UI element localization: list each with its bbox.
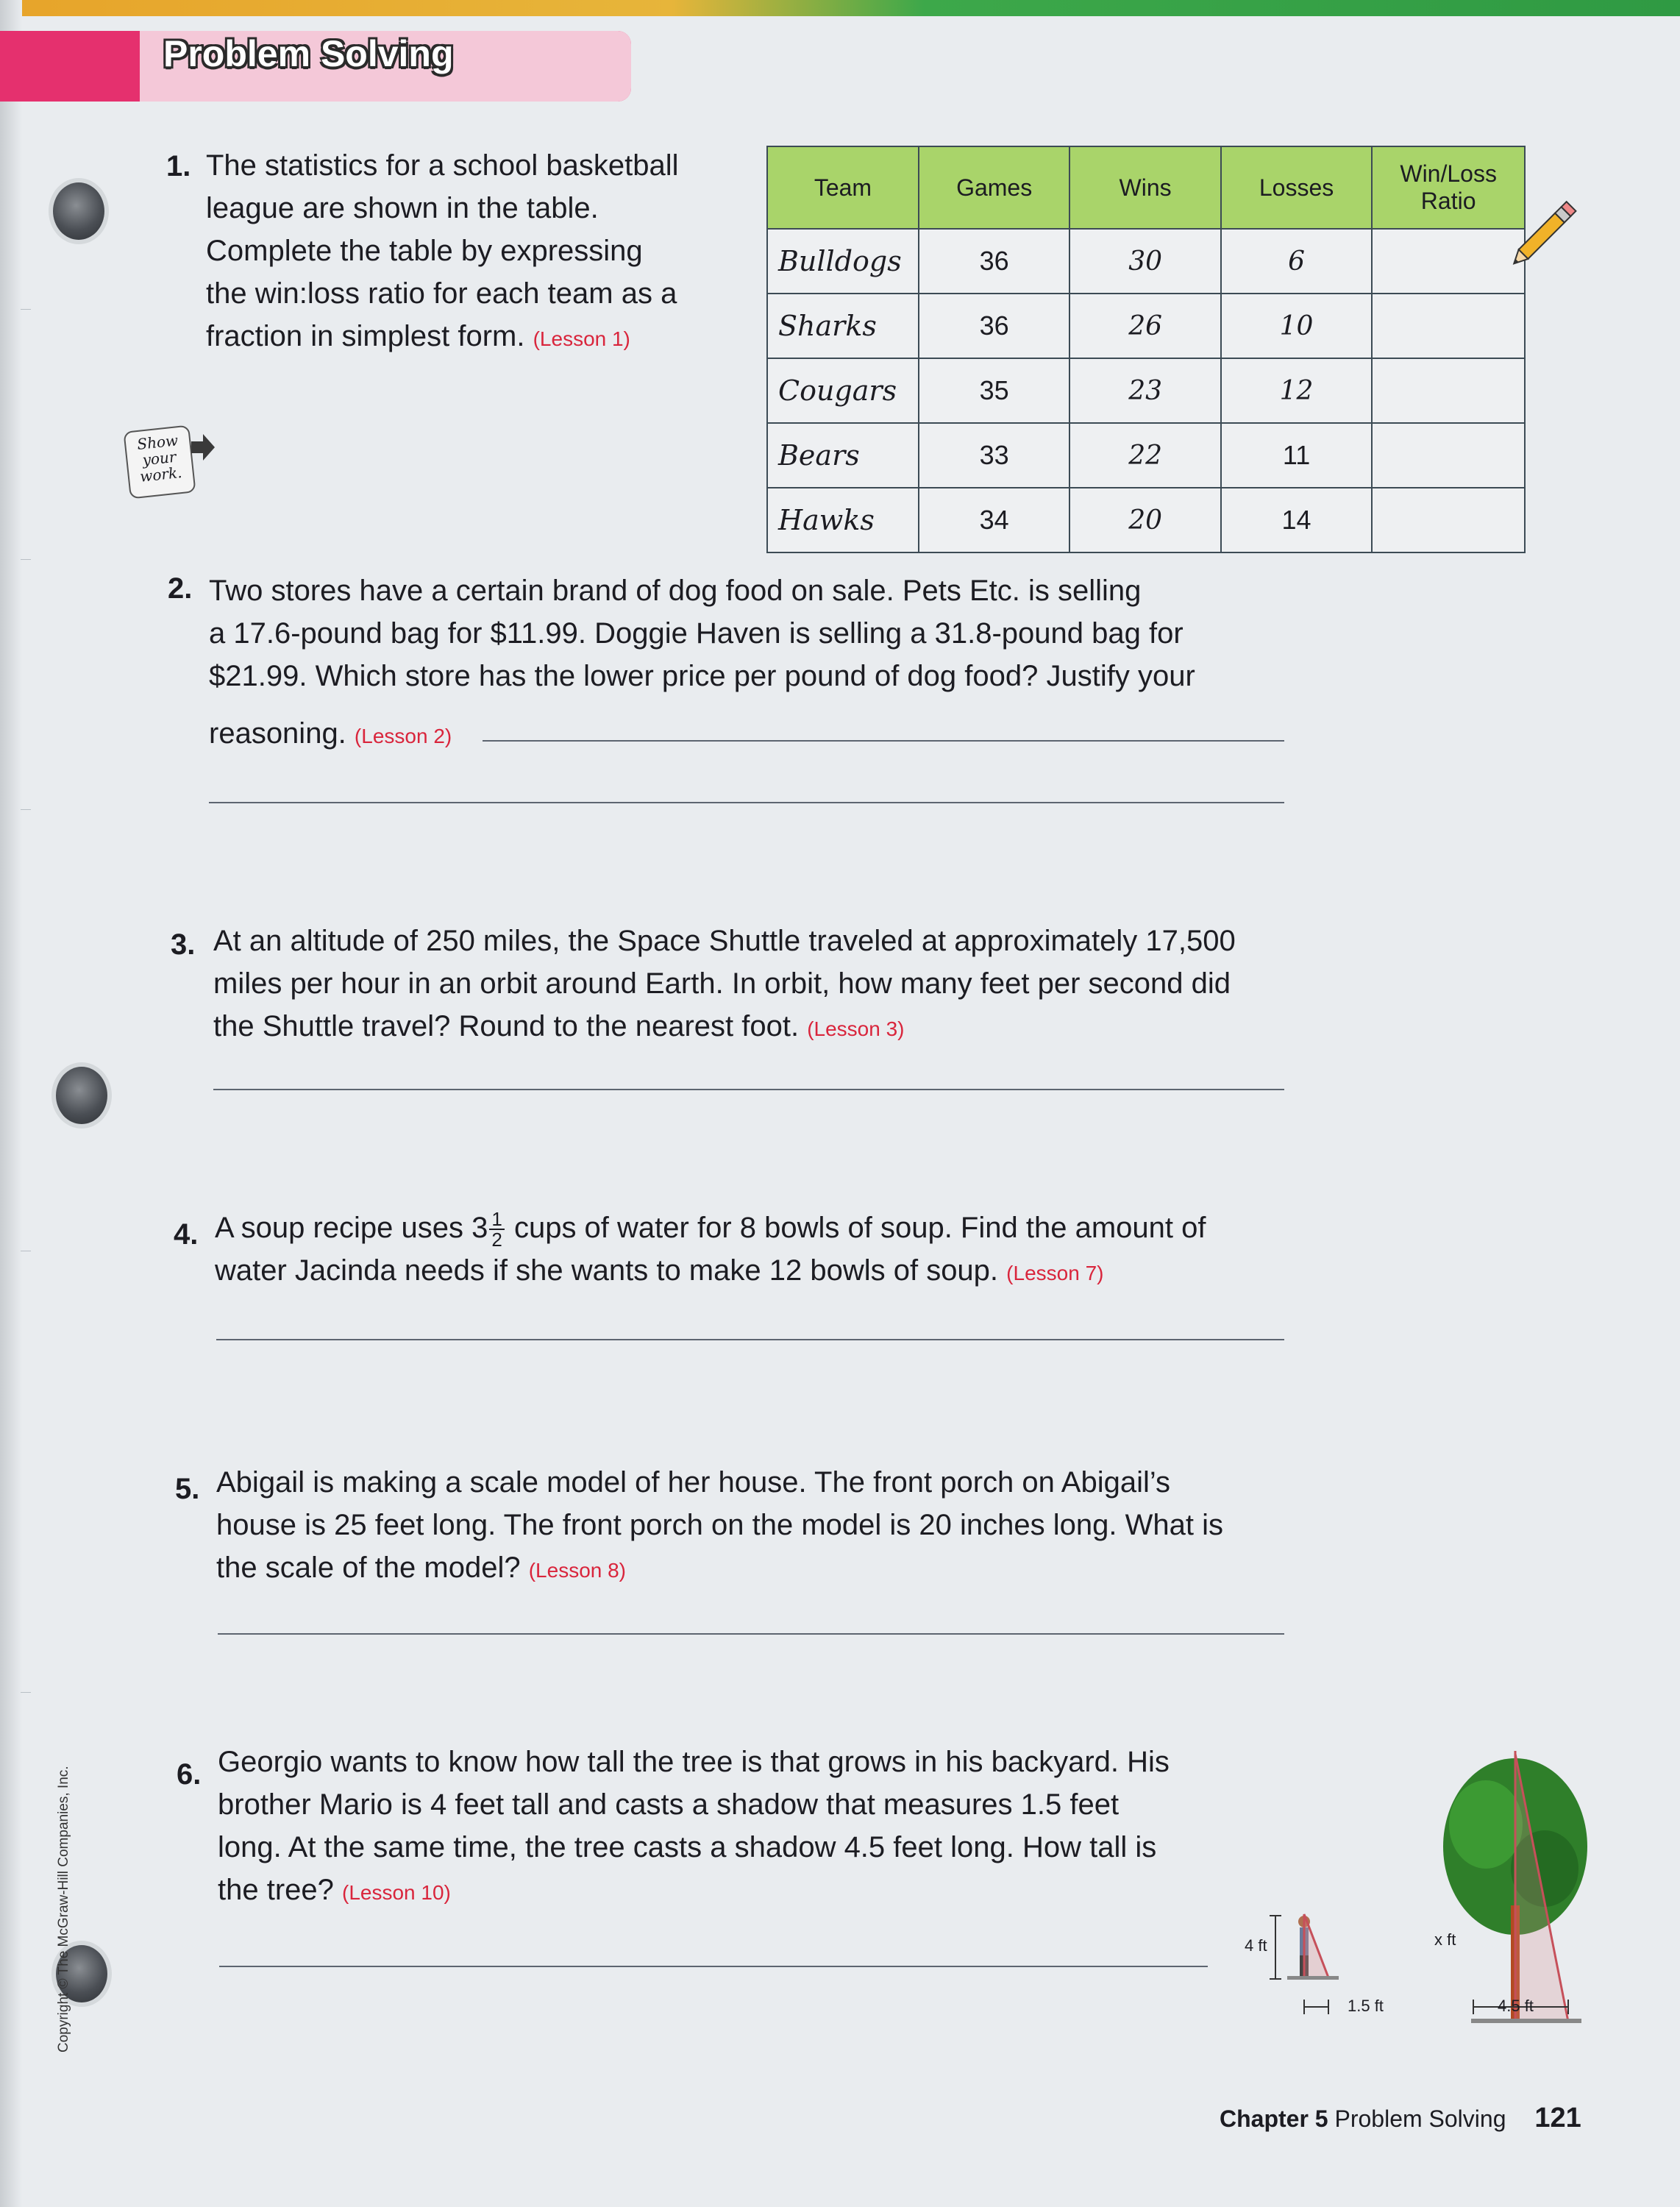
question-3-line: miles per hour in an orbit around Earth. In orbit, how many feet per second did [213,967,1231,1000]
ratio-cell[interactable] [1372,358,1525,423]
question-3-line: At an altitude of 250 miles, the Space Shuttle traveled at approximately 17,500 [213,925,1236,957]
question-1-lesson: (Lesson 1) [533,327,630,350]
tree-foliage-highlight [1449,1780,1523,1869]
question-4-line-text: cups of water for 8 bowls of soup. Find the amount of [513,1212,1206,1244]
question-5-line [216,1546,1223,1592]
table-row [767,229,1525,294]
question-1-line: The statistics for a school basketball [206,149,679,182]
ratio-cell[interactable] [1372,294,1525,358]
question-1-line [206,315,679,360]
wins-cell: 23 [1069,358,1220,423]
question-2-line-text: reasoning. [209,717,346,750]
section-title: Problem Solving [163,33,454,74]
games-cell: 35 [919,358,1070,423]
question-4-line [215,1206,1206,1249]
wins-cell: 22 [1069,423,1220,488]
answer-line-q6[interactable] [219,1966,1208,1967]
header-games: Games [919,146,1070,229]
games-cell: 34 [919,488,1070,552]
person-leg [1300,1955,1303,1977]
question-5-lesson: (Lesson 8) [528,1559,627,1582]
margin-tick [21,1692,31,1693]
games-cell: 36 [919,229,1070,294]
footer-chapter: Chapter 5 [1220,2105,1328,2132]
margin-tick [21,309,31,310]
question-3-number: 3. [171,928,196,961]
margin-tick [21,559,31,560]
losses-cell: 12 [1221,358,1373,423]
tree-ground [1471,2019,1581,2023]
team-cell: Hawks [767,488,919,552]
page-footer [1220,2103,1581,2134]
wins-cell: 20 [1069,488,1220,552]
question-5-line: house is 25 feet long. The front porch on the model is 20 inches long. What is [216,1509,1223,1541]
page-binding-shadow [0,0,22,2207]
team-cell: Bulldogs [767,229,919,294]
top-color-strip [0,0,1680,16]
question-2-line: Two stores have a certain brand of dog food on sale. Pets Etc. is selling [209,575,1142,607]
header-team: Team [767,146,919,229]
question-6-lesson: (Lesson 10) [342,1881,451,1904]
question-1-line: league are shown in the table. [206,192,599,224]
footer-title: Problem Solving [1334,2105,1506,2132]
question-4-line [215,1249,1206,1295]
question-1-line-text: fraction in simplest form. [206,320,525,352]
fraction-numerator: 1 [489,1209,504,1230]
ratio-cell[interactable] [1372,488,1525,552]
question-2-line: a 17.6-pound bag for $11.99. Doggie Haven is selling a 31.8-pound bag for [209,617,1184,650]
question-1-line: Complete the table by expressing [206,235,643,267]
team-cell: Sharks [767,294,919,358]
question-2-line: $21.99. Which store has the lower price per pound of dog food? Justify your [209,660,1195,692]
table-row [767,358,1525,423]
table-row [767,423,1525,488]
games-cell: 33 [919,423,1070,488]
games-cell: 36 [919,294,1070,358]
question-4-line-text: water Jacinda needs if she wants to make 12 bowls of soup. [215,1254,999,1287]
losses-cell: 11 [1221,423,1373,488]
fraction-one-half [489,1209,504,1249]
question-4-text [215,1206,1206,1295]
question-6-line-text: the tree? [218,1874,334,1906]
question-1-number: 1. [166,150,191,182]
question-2-lesson: (Lesson 2) [354,725,452,747]
show-work-word: your [141,447,177,469]
losses-cell: 10 [1221,294,1373,358]
binder-hole [56,1067,107,1124]
tree-height-label: x ft [1434,1930,1456,1949]
question-5-text [216,1461,1223,1592]
header-wins: Wins [1069,146,1220,229]
question-2-text [209,569,1195,758]
binder-hole [53,182,104,240]
show-work-word: work. [139,463,183,486]
question-1-line: the win:loss ratio for each team as a [206,277,677,310]
answer-line-q3[interactable] [213,1089,1284,1090]
header-losses: Losses [1221,146,1373,229]
team-cell: Bears [767,423,919,488]
tree-shadow-label: 4.5 ft [1498,1997,1534,2015]
question-2-line [209,712,1195,758]
table-row [767,294,1525,358]
question-3-line [213,1005,1236,1051]
person-ground [1287,1976,1339,1980]
answer-line-q2[interactable] [209,802,1284,803]
question-3-line-text: the Shuttle travel? Round to the nearest foot. [213,1010,800,1042]
question-3-text [213,920,1236,1051]
copyright-notice: Copyright © The McGraw-Hill Companies, Inc. [56,1766,71,2053]
person-height-label: 4 ft [1245,1936,1267,1955]
team-cell: Cougars [767,358,919,423]
question-6-number: 6. [177,1758,202,1791]
basketball-stats-table [766,146,1526,553]
question-6-line: long. At the same time, the tree casts a shadow 4.5 feet long. How tall is [218,1831,1157,1863]
losses-cell: 14 [1221,488,1373,552]
question-1-text [206,144,679,360]
person-shadow-label: 1.5 ft [1348,1997,1384,2015]
margin-tick [21,809,31,810]
table-row [767,488,1525,552]
pencil-icon [1501,190,1589,278]
arrow-right-icon [190,433,216,462]
question-5-line: Abigail is making a scale model of her house. The front porch on Abigail’s [216,1466,1171,1499]
wins-cell: 30 [1069,229,1220,294]
question-4-number: 4. [174,1218,199,1251]
question-4-line-text: A soup recipe uses 3 [215,1212,488,1244]
answer-line-q5[interactable] [218,1633,1284,1635]
question-6-line: brother Mario is 4 feet tall and casts a shadow that measures 1.5 feet [218,1788,1120,1821]
question-6-line [218,1869,1170,1914]
show-work-word: Show [136,431,179,453]
page-number: 121 [1534,2103,1581,2133]
losses-cell: 6 [1221,229,1373,294]
answer-line-q4[interactable] [216,1339,1284,1340]
header-win-loss-ratio: Win/Loss Ratio [1372,146,1525,229]
question-5-number: 5. [175,1473,200,1505]
question-6-text [218,1741,1170,1914]
question-2-number: 2. [168,572,193,605]
question-3-lesson: (Lesson 3) [807,1017,905,1040]
ratio-cell[interactable] [1372,423,1525,488]
person-shadow-triangle [1304,1914,1328,1977]
question-6-line: Georgio wants to know how tall the tree is that grows in his backyard. His [218,1746,1170,1778]
answer-line-q2[interactable] [483,740,1284,742]
shadow-figure [1236,1736,1589,2030]
question-4-lesson: (Lesson 7) [1006,1262,1104,1285]
question-5-line-text: the scale of the model? [216,1552,521,1584]
fraction-denominator: 2 [491,1229,502,1251]
wins-cell: 26 [1069,294,1220,358]
show-your-work-badge [123,425,196,500]
